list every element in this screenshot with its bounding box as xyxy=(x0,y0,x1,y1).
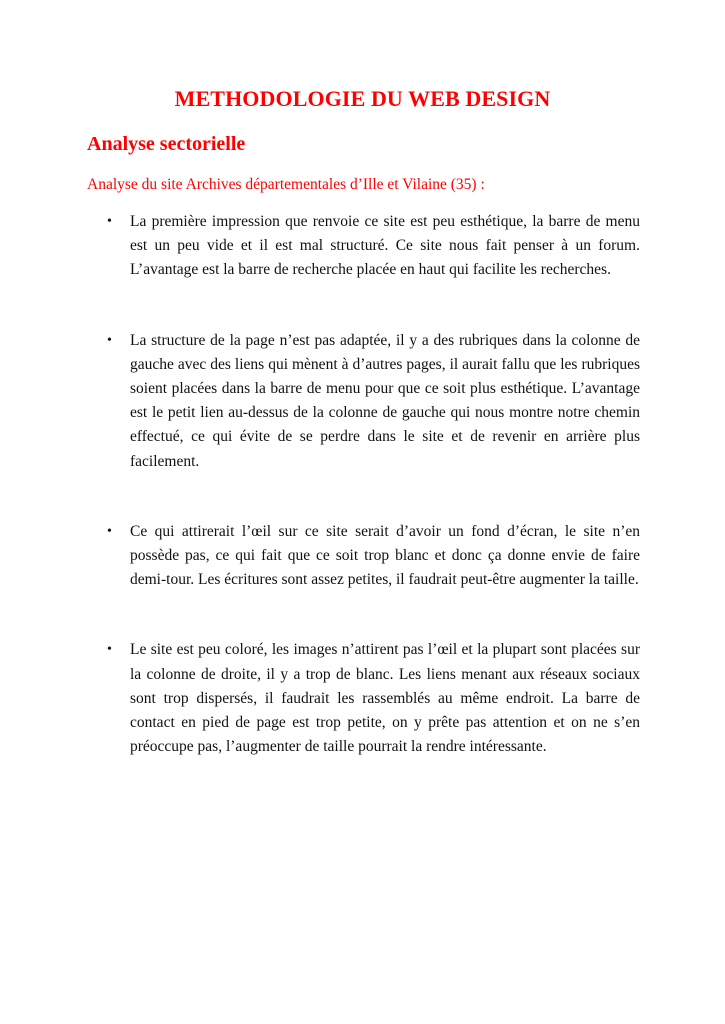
document-title: METHODOLOGIE DU WEB DESIGN xyxy=(174,86,551,111)
bullet-item xyxy=(87,210,640,283)
bullet-text: La structure de la page n’est pas adaptée, il y a des rubriques dans la colonne de gauche avec des liens qui mènent à d’autres pages, il aurait fallu que les rubriques soient placées dans la barre de menu pour que ce soit plus esthétique. L’avantage est le petit lien au-dessus de la colonne de gauche qui nous montre notre chemin effectué, ce qui évite de se perdre dans le site et de revenir en arrière plus facilement. xyxy=(130,331,640,470)
bullet-icon: • xyxy=(107,214,112,229)
bullet-text: Ce qui attirerait l’œil sur ce site serait d’avoir un fond d’écran, le site n’en possède pas, ce qui fait que ce soit trop blanc et donc ça donne envie de faire demi-tour. Les écritures sont assez petites, il faudrait peut-être augmenter la taille. xyxy=(130,522,640,589)
bullet-list xyxy=(87,210,640,805)
bullet-icon: • xyxy=(107,523,112,539)
section-heading: Analyse sectorielle xyxy=(87,133,246,155)
sub-heading: Analyse du site Archives départementales d’Ille et Vilaine (35) : xyxy=(87,176,485,193)
bullet-icon: • xyxy=(107,332,112,348)
bullet-item xyxy=(87,638,640,759)
bullet-item xyxy=(87,520,640,593)
bullet-text: La première impression que renvoie ce site est peu esthétique, la barre de menu est un peu vide et il est mal structuré. Ce site nous fait penser à un forum. L’avantage est la barre de recherche placée en haut qui facilite les recherches. xyxy=(130,213,640,279)
bullet-icon: • xyxy=(107,642,112,658)
bullet-item xyxy=(87,329,640,474)
bullet-text: Le site est peu coloré, les images n’attirent pas l’œil et la plupart sont placées sur la colonne de droite, il y a trop de blanc. Les liens menant aux réseaux sociaux sont trop dispersés, il faudrait les rassemblés au même endroit. La barre de contact en pied de page est trop petite, on y prête pas attention et on ne s’en préoccupe pas, l’augmenter de taille pourrait la rendre intéressante. xyxy=(130,641,640,756)
